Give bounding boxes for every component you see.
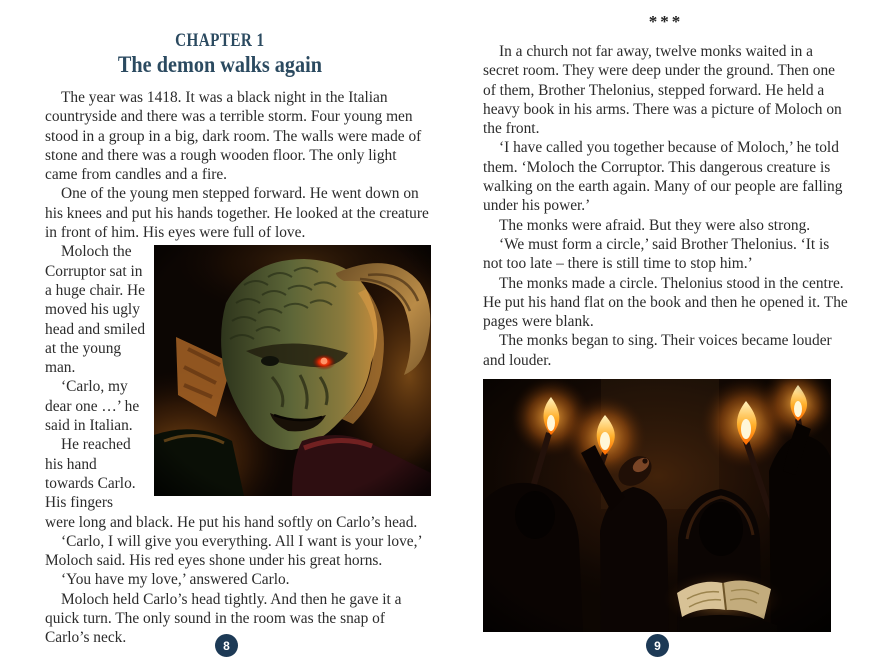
moloch-demon-photo xyxy=(154,245,431,496)
paragraph: ‘We must form a circle,’ said Brother Thelonius. ‘It is not too late – there is still time to stop him.’ xyxy=(483,235,830,273)
paragraph: The year was 1418. It was a black night in the Italian countryside and there was a terrible storm. Four young men stood in a group in a big, dark room. The walls were made of stone and there was a rough wooden floor. The only light came from candles and a fire. xyxy=(45,89,422,184)
paragraph: ‘I have called you together because of Moloch,’ he told them. ‘Moloch the Corruptor. This dangerous creature is walking on the earth again. Many of our people are falling under his power.’ xyxy=(483,139,843,215)
page-number: 8 xyxy=(223,638,230,653)
paragraph: In a church not far away, twelve monks waited in a secret room. They were deep under the ground. Then one of them, Brother Thelonius, stepped forward. He held a heavy book in his arms. There was a picture of Moloch on the front. xyxy=(483,43,842,138)
right-page-text xyxy=(483,42,849,370)
paragraph: ‘Carlo, my dear one …’ he said in Italian. xyxy=(45,378,140,435)
chapter-heading xyxy=(45,30,395,78)
paragraph: The monks began to sing. Their voices became louder and louder. xyxy=(483,332,832,369)
page-number-badge-left xyxy=(215,634,238,657)
paragraph: The monks made a circle. Thelonius stood in the centre. He put his hand flat on the book and then he opened it. The pages were blank. xyxy=(483,274,848,331)
page-right xyxy=(483,12,849,632)
paragraph: ‘Carlo, I will give you everything. All I want is your love,’ Moloch said. His red eyes shone under his great horns. xyxy=(45,532,422,570)
page-number-badge-right xyxy=(646,634,669,657)
paragraph: Moloch the Corruptor sat in a huge chair. He moved his ugly head and smiled at the young man. xyxy=(45,243,146,377)
paragraph: The monks were afraid. But they were also strong. xyxy=(499,216,811,234)
page-number: 9 xyxy=(654,638,661,653)
paragraph: One of the young men stepped forward. He went down on his knees and put his hands together. He looked at the creature in front of him. His eyes were full of love. xyxy=(45,185,429,242)
left-page-text xyxy=(45,88,431,648)
chapter-label: CHAPTER 1 xyxy=(175,30,265,51)
page-left xyxy=(45,30,431,648)
monks-torches-photo xyxy=(483,379,831,632)
paragraph: He reached his hand towards Carlo. His fingers were long and black. He put his hand softly on Carlo’s head. xyxy=(45,436,418,531)
paragraph: Moloch held Carlo’s head tightly. And then he gave it a quick turn. The only sound in the room was the snap of Carlo’s neck. xyxy=(45,590,402,647)
paragraph: ‘You have my love,’ answered Carlo. xyxy=(61,571,290,589)
section-break-stars: *** xyxy=(648,12,684,31)
chapter-title: The demon walks again xyxy=(117,52,323,77)
